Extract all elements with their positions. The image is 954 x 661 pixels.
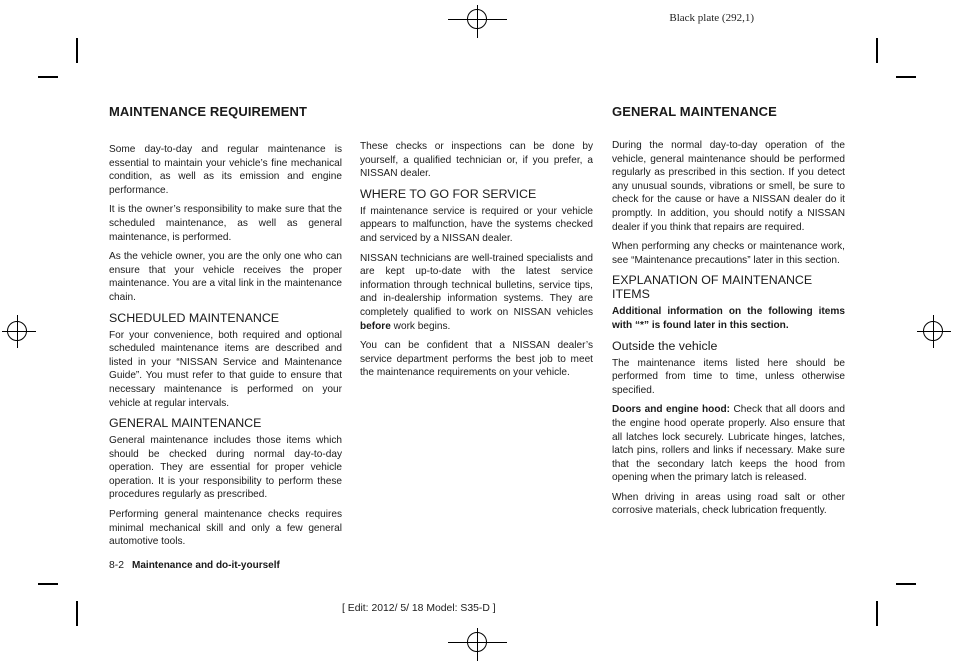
- text-run: NISSAN technicians are well-trained specialists and are kept up-to-date with the latest service information through technical bulletins, service tips, and in-dealership information systems. They are completely qualified to work on NISSAN vehicles: [360, 252, 593, 318]
- paragraph: [612, 403, 845, 485]
- crop-mark: [76, 601, 78, 626]
- crop-mark: [876, 38, 878, 63]
- text-run: work begins.: [390, 320, 451, 332]
- paragraph: These checks or inspections can be done by yourself, a qualified technician or, if you prefer, a NISSAN dealer.: [360, 141, 593, 180]
- edit-info: [ Edit: 2012/ 5/ 18 Model: S35-D ]: [342, 603, 496, 614]
- paragraph: It is the owner’s responsibility to make sure that the scheduled maintenance, as well as general maintenance, is performed.: [109, 204, 342, 243]
- emphasis-text: before: [360, 320, 391, 332]
- paragraph: General maintenance includes those items which should be checked during normal day-to-day operation. They are essential for proper vehicle operation. It is your responsibility to perform these procedures regularly as prescribed.: [109, 435, 342, 501]
- paragraph: [360, 252, 593, 334]
- subheading: WHERE TO GO FOR SERVICE: [360, 186, 537, 201]
- emphasis-text: Doors and engine hood:: [612, 404, 731, 416]
- paragraph: During the normal day-to-day operation of the vehicle, general maintenance should be performed regularly as prescribed in this section. If you detect any unusual sounds, vibrations or smell, be sure to check for the cause or have a NISSAN dealer do it promptly. In addition, you should notify a NISSAN dealer if you think that repairs are required.: [612, 140, 845, 233]
- crop-mark: [896, 76, 916, 78]
- subheading: SCHEDULED MAINTENANCE: [109, 310, 280, 325]
- paragraph: Performing general maintenance checks requires minimal mechanical skill and only a few general automotive tools.: [109, 509, 342, 548]
- text-run: Check that all doors and the engine hood operate properly. Also ensure that all latches lock securely. Lubricate hinges, latches, latch pins, rollers and links if necessary. Make sure that the secondary latch keeps the hood from opening when the primary latch is released.: [612, 404, 845, 484]
- column-3: [612, 104, 845, 524]
- crop-mark: [896, 583, 916, 585]
- crop-mark: [76, 38, 78, 63]
- plate-label: Black plate (292,1): [669, 12, 754, 24]
- crop-mark: [38, 583, 58, 585]
- crop-mark: [876, 601, 878, 626]
- paragraph: For your convenience, both required and optional scheduled maintenance items are described and listed in your “NISSAN Service and Maintenance Guide”. You must refer to that guide to ensure that necessary maintenance is performed on your vehicle at regular intervals.: [109, 329, 342, 409]
- paragraph: If maintenance service is required or your vehicle appears to malfunction, have the systems checked and serviced by a NISSAN dealer.: [360, 205, 593, 244]
- page-footer: [109, 560, 280, 571]
- paragraph: The maintenance items listed here should be performed from time to time, unless otherwise specified.: [612, 357, 845, 396]
- column-1: [109, 104, 342, 555]
- paragraph: You can be confident that a NISSAN dealer’s service department performs the best job to meet the maintenance requirements on your vehicle.: [360, 340, 593, 379]
- subheading: GENERAL MAINTENANCE: [109, 416, 262, 431]
- footer-section-title: Maintenance and do-it-yourself: [132, 560, 280, 571]
- paragraph: When performing any checks or maintenance work, see “Maintenance precautions” later in this section.: [612, 241, 845, 266]
- subheading: Outside the vehicle: [612, 338, 718, 353]
- subheading: EXPLANATION OF MAINTENANCE ITEMS: [612, 273, 813, 302]
- paragraph: As the vehicle owner, you are the only one who can ensure that your vehicle receives the proper maintenance. You are a vital link in the maintenance chain.: [109, 251, 342, 303]
- paragraph: When driving in areas using road salt or other corrosive materials, check lubrication frequently.: [612, 491, 845, 517]
- crop-mark: [38, 76, 58, 78]
- page-number: 8-2: [109, 560, 125, 571]
- paragraph: Some day-to-day and regular maintenance is essential to maintain your vehicle’s fine mechanical condition, as well as its emission and engine performance.: [109, 144, 342, 196]
- section-heading: MAINTENANCE REQUIREMENT: [109, 104, 308, 119]
- paragraph: Additional information on the following items with “*” is found later in this section.: [612, 306, 845, 331]
- section-heading: GENERAL MAINTENANCE: [612, 104, 777, 119]
- column-2: [360, 140, 593, 386]
